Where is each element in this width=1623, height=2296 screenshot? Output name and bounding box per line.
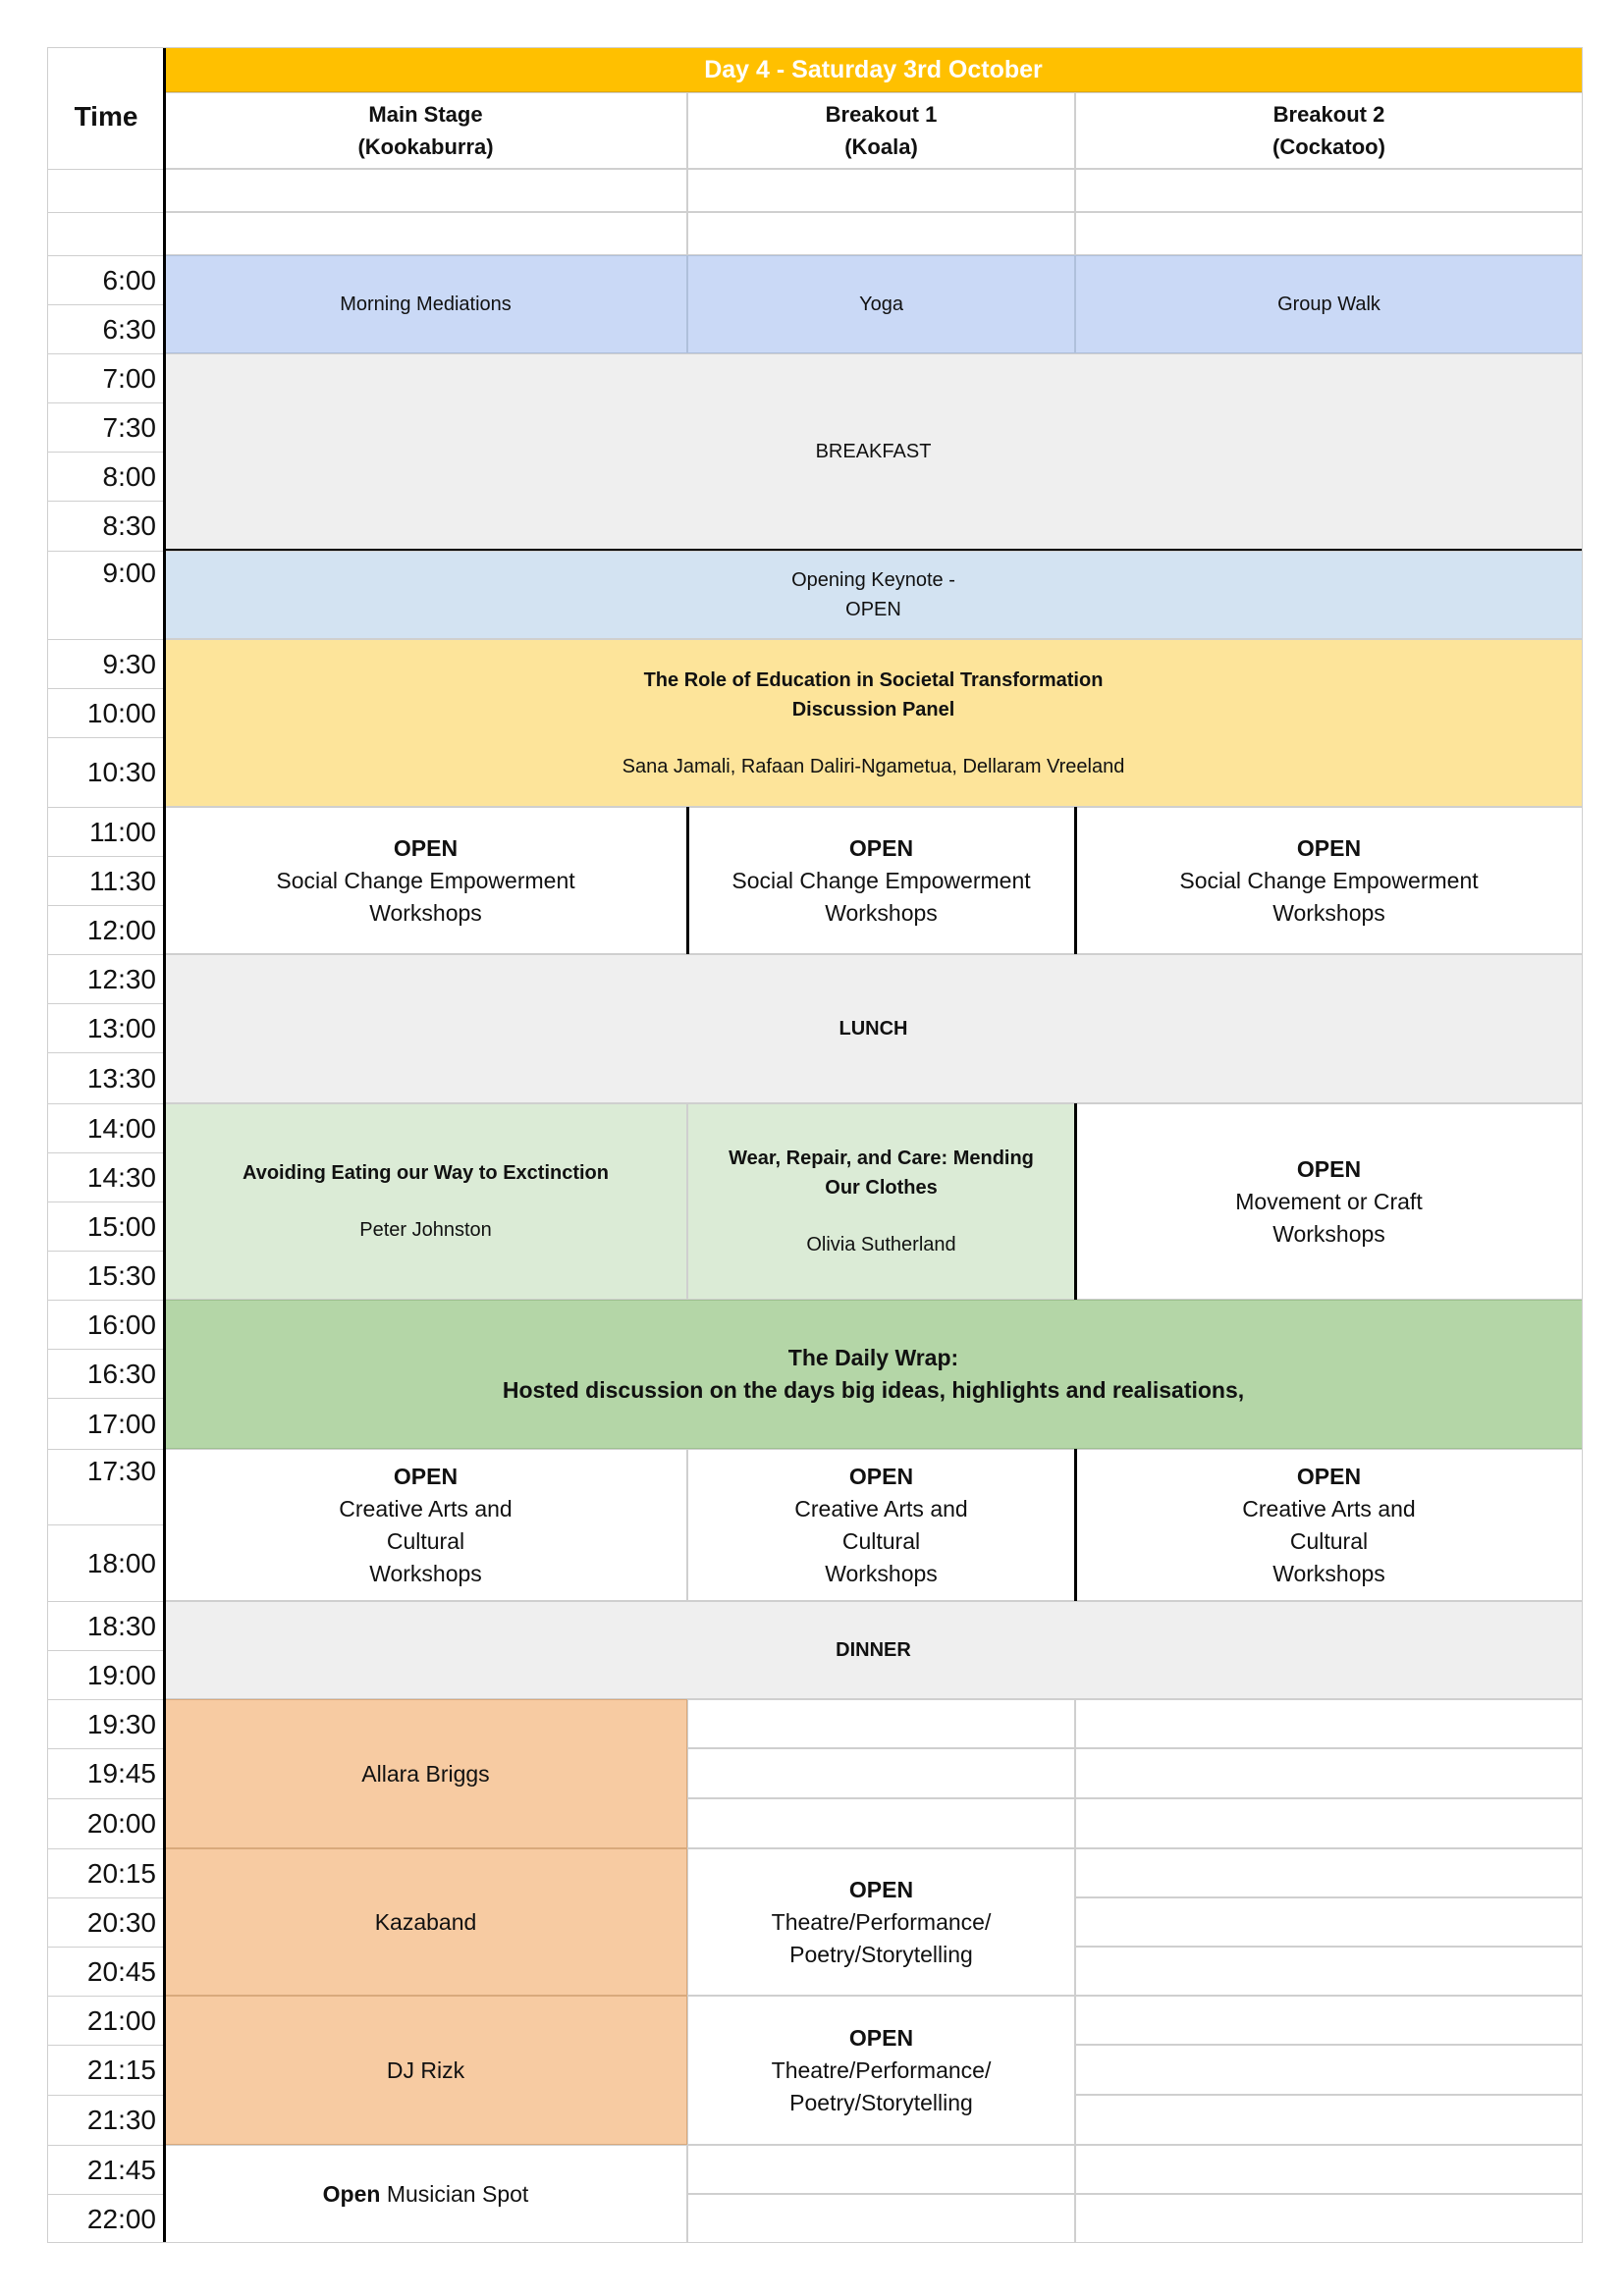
column-room: (Cockatoo) <box>1272 134 1385 159</box>
time-label: 20:15 <box>47 1848 164 1897</box>
event-open-musician-spot: Open Musician Spot <box>164 2145 687 2243</box>
empty-cell <box>1075 1996 1583 2045</box>
time-label: 17:00 <box>47 1398 164 1449</box>
event-kazaband: Kazaband <box>164 1848 687 1996</box>
time-label: 12:30 <box>47 954 164 1003</box>
empty-cell <box>1075 169 1583 212</box>
event-lunch: LUNCH <box>164 954 1583 1103</box>
event-avoiding-eating: Avoiding Eating our Way to Exctinction Peter Johnston <box>164 1103 687 1300</box>
time-label: 10:30 <box>47 737 164 807</box>
empty-cell <box>1075 2095 1583 2145</box>
time-label: 20:45 <box>47 1947 164 1996</box>
empty-cell <box>1075 2145 1583 2194</box>
empty-cell <box>687 1748 1075 1798</box>
day-title: Day 4 - Saturday 3rd October <box>704 55 1043 83</box>
empty-cell <box>1075 1897 1583 1947</box>
event-creative-arts-breakout-1: OPEN Creative Arts and Cultural Workshops <box>687 1449 1075 1601</box>
event-opening-keynote: Opening Keynote - OPEN <box>164 551 1583 639</box>
time-label: 8:00 <box>47 452 164 501</box>
event-theatre-performance-1: OPEN Theatre/Performance/ Poetry/Storytelling <box>687 1848 1075 1996</box>
empty-cell <box>687 1699 1075 1748</box>
event-social-change-breakout-2: OPEN Social Change Empowerment Workshops <box>1075 807 1583 954</box>
time-label: 19:45 <box>47 1748 164 1798</box>
time-label: 21:15 <box>47 2045 164 2095</box>
time-label: 14:00 <box>47 1103 164 1152</box>
event-breakfast: BREAKFAST <box>164 353 1583 550</box>
time-label: 6:00 <box>47 255 164 304</box>
empty-cell <box>1075 1748 1583 1798</box>
time-label: 22:00 <box>47 2194 164 2243</box>
column-header-breakout-2 <box>1075 92 1583 169</box>
event-dj-rizk: DJ Rizk <box>164 1996 687 2145</box>
time-label: 19:30 <box>47 1699 164 1748</box>
time-label: 10:00 <box>47 688 164 737</box>
day-title-bar <box>164 47 1583 92</box>
column-header-breakout-1 <box>687 92 1075 169</box>
time-label: 17:30 <box>47 1449 164 1524</box>
empty-cell <box>1075 2194 1583 2243</box>
event-dinner: DINNER <box>164 1601 1583 1699</box>
event-allara-briggs: Allara Briggs <box>164 1699 687 1848</box>
time-header-label: Time <box>74 101 138 132</box>
column-room: (Koala) <box>844 134 918 159</box>
empty-cell <box>687 212 1075 255</box>
empty-cell <box>1075 1798 1583 1848</box>
empty-cell <box>687 2194 1075 2243</box>
time-label: 11:00 <box>47 807 164 856</box>
event-creative-arts-breakout-2: OPEN Creative Arts and Cultural Workshops <box>1075 1449 1583 1601</box>
event-discussion-panel: The Role of Education in Societal Transformation Discussion Panel Sana Jamali, Rafaan Daliri-Ngametua, Dellaram Vreeland <box>164 639 1583 807</box>
time-label: 16:00 <box>47 1300 164 1349</box>
time-label: 15:30 <box>47 1251 164 1300</box>
time-header <box>47 47 164 169</box>
divider <box>1074 807 1077 954</box>
event-yoga: Yoga <box>687 255 1075 353</box>
empty-cell <box>1075 1947 1583 1996</box>
empty-cell <box>1075 1848 1583 1897</box>
time-label: 13:00 <box>47 1003 164 1052</box>
empty-cell <box>1075 212 1583 255</box>
time-label: 20:30 <box>47 1897 164 1947</box>
column-name: Breakout 2 <box>1272 102 1385 127</box>
empty-cell <box>164 212 687 255</box>
event-wear-repair-care: Wear, Repair, and Care: Mending Our Clothes Olivia Sutherland <box>687 1103 1075 1300</box>
time-label <box>47 212 164 255</box>
empty-cell <box>687 1798 1075 1848</box>
time-label: 14:30 <box>47 1152 164 1201</box>
time-column-divider <box>163 47 166 2243</box>
divider <box>1074 1449 1077 1601</box>
empty-cell <box>1075 1699 1583 1748</box>
empty-cell <box>164 169 687 212</box>
time-label: 8:30 <box>47 501 164 551</box>
event-theatre-performance-2: OPEN Theatre/Performance/ Poetry/Storytelling <box>687 1996 1075 2145</box>
time-label: 6:30 <box>47 304 164 353</box>
event-morning-mediations: Morning Mediations <box>164 255 687 353</box>
event-daily-wrap: The Daily Wrap: Hosted discussion on the days big ideas, highlights and realisations, <box>164 1300 1583 1449</box>
event-social-change-main: OPEN Social Change Empowerment Workshops <box>164 807 687 954</box>
event-creative-arts-main: OPEN Creative Arts and Cultural Workshops <box>164 1449 687 1601</box>
column-room: (Kookaburra) <box>357 134 494 159</box>
time-label: 11:30 <box>47 856 164 905</box>
time-label: 20:00 <box>47 1798 164 1848</box>
time-label: 12:00 <box>47 905 164 954</box>
empty-cell <box>1075 2045 1583 2095</box>
divider <box>1074 1103 1077 1300</box>
time-label: 21:45 <box>47 2145 164 2194</box>
time-label: 21:00 <box>47 1996 164 2045</box>
divider <box>686 807 689 954</box>
time-label: 16:30 <box>47 1349 164 1398</box>
time-label: 9:30 <box>47 639 164 688</box>
empty-cell <box>687 169 1075 212</box>
time-label: 9:00 <box>47 551 164 639</box>
column-header-main-stage <box>164 92 687 169</box>
time-label: 15:00 <box>47 1201 164 1251</box>
time-label: 21:30 <box>47 2095 164 2145</box>
time-label <box>47 169 164 212</box>
time-label: 18:30 <box>47 1601 164 1650</box>
column-name: Main Stage <box>368 102 483 127</box>
event-social-change-breakout-1: OPEN Social Change Empowerment Workshops <box>687 807 1075 954</box>
time-label: 7:30 <box>47 402 164 452</box>
time-label: 13:30 <box>47 1052 164 1103</box>
event-group-walk: Group Walk <box>1075 255 1583 353</box>
time-label: 19:00 <box>47 1650 164 1699</box>
empty-cell <box>687 2145 1075 2194</box>
time-label: 18:00 <box>47 1524 164 1601</box>
column-name: Breakout 1 <box>825 102 938 127</box>
event-movement-craft: OPEN Movement or Craft Workshops <box>1075 1103 1583 1300</box>
time-label: 7:00 <box>47 353 164 402</box>
